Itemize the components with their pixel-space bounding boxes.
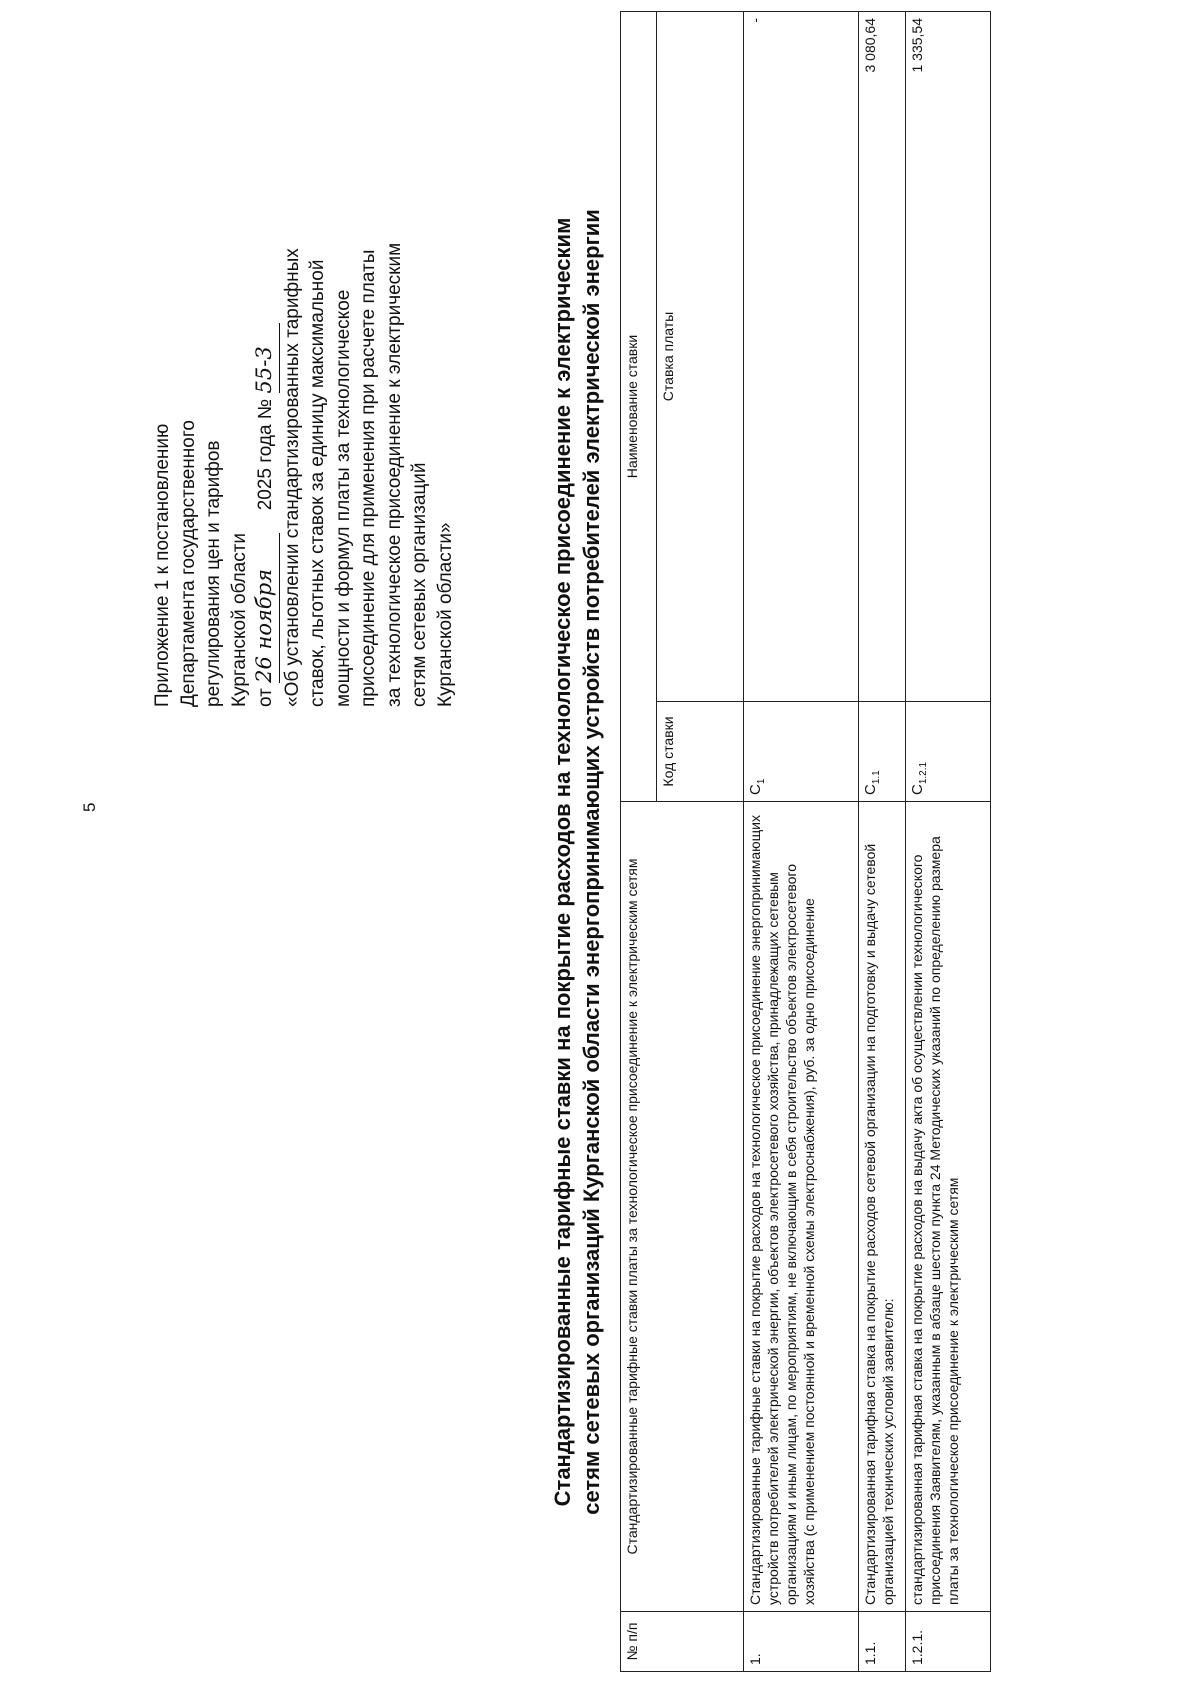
row-rate: 1 335,54 <box>906 12 991 702</box>
header-name-group: Наименование ставки <box>621 12 657 802</box>
row-rate: - <box>744 12 859 702</box>
header-num: № п/п <box>621 1612 744 1672</box>
rates-table <box>620 11 991 1672</box>
row-code: $С_{1.2.1}$ <box>906 702 991 802</box>
row-code: $С_{1.1}$ <box>859 702 906 802</box>
document-heading <box>548 102 606 1622</box>
row-num: 1. <box>744 1612 859 1672</box>
appendix-title-line: за технологическое присоединение к электрическим <box>383 242 405 707</box>
row-desc: стандартизированная тарифная ставка на покрытие расходов на выдачу акта об осуществлении технологического присоединения Заявителям, указанным в абзаце шестом пункта 24 Методических указаний по определению размера платы за технологическое присоединение к электрическим сетям <box>906 802 991 1612</box>
row-desc: Стандартизированная тарифная ставка на покрытие расходов сетевой организации на подготовку и выдачу сетевой организацией технических условий заявителю: <box>859 802 906 1612</box>
appendix-line: регулирования цен и тарифов <box>203 440 224 707</box>
appendix-title-line: мощности и формул платы за технологическое <box>332 289 354 707</box>
page-number: 5 <box>80 802 99 812</box>
appendix-line: Приложение 1 к постановлению <box>152 423 173 707</box>
header-rate: Ставка платы <box>656 12 743 702</box>
row-rate: 3 080,64 <box>859 12 906 702</box>
appendix-title-line: ставок, льготных ставок за единицу максимальной <box>307 259 328 707</box>
heading-line: сетям сетевых организаций Курганской области энергопринимающих устройств потребителей электрической энергии <box>579 209 604 1515</box>
appendix-title-line: «Об установлении стандартизированных тарифных <box>281 248 303 707</box>
appendix-title-line: сетям сетевых организаций <box>409 462 430 707</box>
appendix-block <box>150 107 458 707</box>
heading-line: Стандартизированные тарифные ставки на покрытие расходов на технологическое присоединение к электрическим <box>550 217 575 1507</box>
handwritten-date: 26 ноября <box>252 568 276 683</box>
row-num: 1.2.1. <box>906 1612 991 1672</box>
year-text: 2025 года № <box>255 398 276 511</box>
row-desc: Стандартизированные тарифные ставки на покрытие расходов на технологическое присоединение энергопринимающих устройств потребителей электрической энергии, объектов электросетевого хозяйства, принадлежащих сетевым организациям и иным лицам, по мероприятиям, не включающим в себя строительство объектов электросетевого хозяйства (с применением постоянной и временной схемы электроснабжения), руб. за одно присоединение <box>744 802 859 1612</box>
header-desc: Стандартизированные тарифные ставки платы за технологическое присоединение к электрическим сетям <box>621 802 744 1612</box>
table-row <box>859 12 906 1672</box>
row-num: 1.1. <box>859 1612 906 1672</box>
appendix-date-line <box>252 107 280 707</box>
handwritten-number: 55-3 <box>252 346 276 394</box>
appendix-title-line: присоединение для применения при расчете платы <box>358 249 379 707</box>
from-prefix: от <box>255 688 276 707</box>
table-header-row <box>621 12 657 1672</box>
appendix-title-line: Курганской области» <box>434 522 456 707</box>
header-code: Код ставки <box>656 702 743 802</box>
row-code: $С_1$ <box>744 702 859 802</box>
appendix-line: Курганской области <box>228 532 250 707</box>
appendix-line: Департамента государственного <box>177 420 199 707</box>
table-row <box>744 12 859 1672</box>
table-row <box>906 12 991 1672</box>
